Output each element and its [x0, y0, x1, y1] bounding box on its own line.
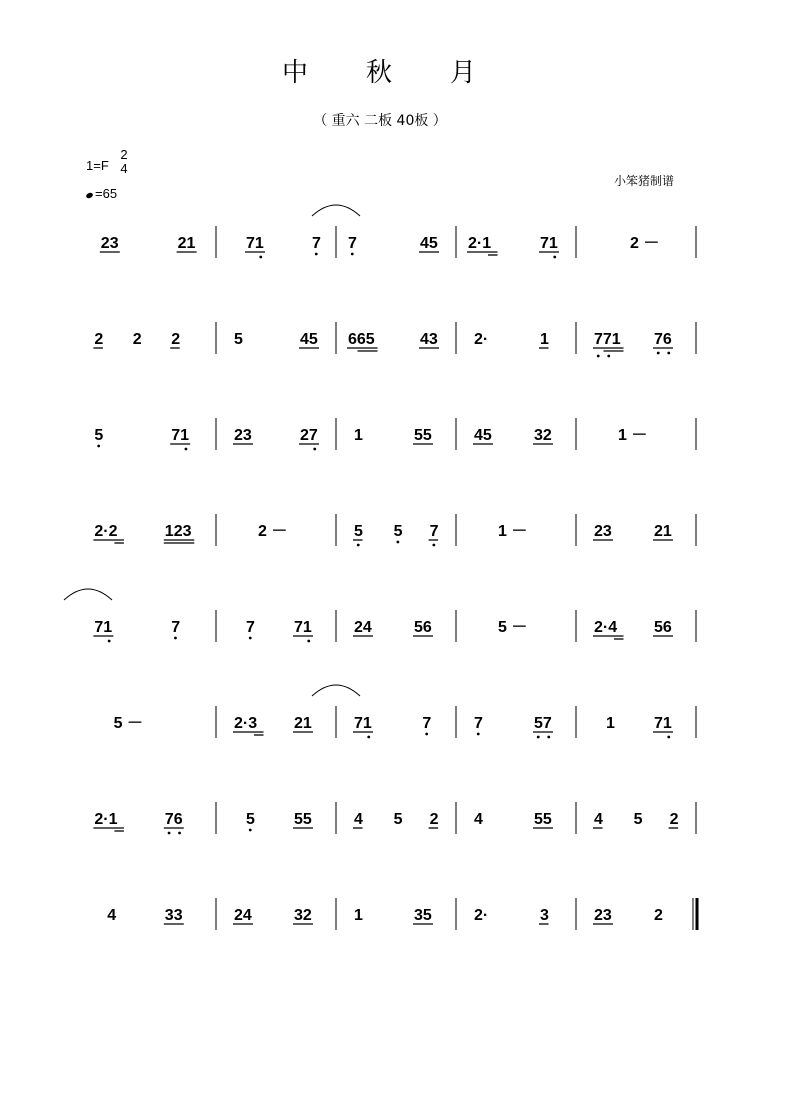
note-group: 1 － [618, 427, 648, 444]
note-group: 7 [422, 715, 432, 732]
tempo-value: =65 [95, 186, 118, 201]
low-octave-dot [667, 352, 670, 355]
note-group: 4 [594, 811, 603, 828]
note-group: 4 [107, 907, 117, 924]
note-group: 24 [354, 619, 372, 636]
low-octave-dot [315, 253, 318, 256]
low-octave-dot [97, 445, 100, 448]
note-group: 7 [348, 235, 357, 252]
low-octave-dot [351, 253, 354, 256]
note-group: 21 [294, 715, 312, 732]
note-group: 5 [234, 331, 243, 348]
note-group: 1 － [498, 523, 528, 540]
note-group: 3 [540, 907, 549, 924]
note-group: 5 [393, 811, 403, 828]
note-group: 71 [654, 715, 672, 732]
note-group: 2 － [258, 523, 288, 540]
note-group: 2· [474, 907, 489, 924]
song-title: 中 秋 月 [281, 58, 478, 88]
low-octave-dot [396, 541, 399, 544]
note-group: 71 [171, 427, 189, 444]
low-octave-dot [313, 448, 316, 451]
low-octave-dot [357, 544, 360, 547]
note-group: 7 [246, 619, 255, 636]
low-octave-dot [168, 832, 171, 835]
note-group: 32 [294, 907, 312, 924]
note-group: 1 [354, 907, 363, 924]
low-octave-dot [367, 736, 370, 739]
low-octave-dot [657, 352, 660, 355]
slur-arc [312, 685, 360, 696]
low-octave-dot [185, 448, 188, 451]
note-group: 57 [534, 715, 552, 732]
low-octave-dot [108, 640, 111, 643]
note-group: 5 [246, 811, 255, 828]
note-group: 21 [654, 523, 672, 540]
note-group: 2 [654, 907, 663, 924]
note-group: 55 [294, 811, 312, 828]
low-octave-dot [178, 832, 181, 835]
note-group: 45 [420, 235, 438, 252]
low-octave-dot [249, 829, 252, 832]
transcriber-credit: 小笨猪制谱 [614, 174, 675, 188]
note-group: 35 [414, 907, 432, 924]
note-group: 2·4 [594, 619, 618, 636]
note-group: 771 [594, 331, 621, 348]
low-octave-dot [537, 736, 540, 739]
note-group: 5 [94, 427, 104, 444]
note-group: 71 [294, 619, 312, 636]
song-subtitle: （ 重六 二板 40板 ） [313, 113, 447, 129]
note-group: 27 [300, 427, 318, 444]
note-group: 4 [474, 811, 483, 828]
low-octave-dot [607, 355, 610, 358]
note-group: 45 [300, 331, 318, 348]
note-group: 55 [414, 427, 432, 444]
low-octave-dot [249, 637, 252, 640]
note-group: 2·2 [94, 523, 118, 540]
note-group: 2 [669, 811, 679, 828]
note-group: 71 [94, 619, 113, 636]
note-group: 5 [354, 523, 363, 540]
low-octave-dot [425, 733, 428, 736]
note-group: 56 [654, 619, 672, 636]
note-group: 2·3 [234, 715, 258, 732]
low-octave-dot [307, 640, 310, 643]
note-group: 7 [171, 619, 181, 636]
note-group: 2 [132, 331, 142, 348]
note-group: 76 [164, 811, 183, 828]
note-group: 2 － [630, 235, 660, 252]
low-octave-dot [597, 355, 600, 358]
note-group: 7 [429, 523, 439, 540]
note-group: 2·1 [94, 811, 118, 828]
slur-arc [312, 205, 360, 216]
note-group: 2 [429, 811, 439, 828]
note-group: 45 [474, 427, 492, 444]
low-octave-dot [547, 736, 550, 739]
low-octave-dot [174, 637, 177, 640]
note-group: 2· [474, 331, 489, 348]
note-group: 1 [540, 331, 549, 348]
low-octave-dot [259, 256, 262, 259]
note-group: 5 － [113, 715, 143, 732]
note-group: 55 [534, 811, 552, 828]
note-group: 71 [540, 235, 558, 252]
slur-arc [64, 589, 112, 600]
note-group: 23 [594, 907, 612, 924]
note-group: 71 [354, 715, 372, 732]
note-group: 33 [164, 907, 183, 924]
note-group: 5 － [498, 619, 528, 636]
time-numerator: 2 [120, 147, 128, 162]
note-group: 7 [312, 235, 321, 252]
note-group: 1 [354, 427, 363, 444]
note-group: 5 [633, 811, 643, 828]
note-group: 1 [606, 715, 615, 732]
low-octave-dot [553, 256, 556, 259]
note-group: 43 [420, 331, 438, 348]
note-group: 2 [94, 331, 104, 348]
note-group: 71 [246, 235, 264, 252]
note-group: 76 [654, 331, 672, 348]
note-group: 665 [348, 331, 375, 348]
note-group: 123 [164, 523, 192, 540]
note-group: 24 [234, 907, 252, 924]
note-group: 2·1 [468, 235, 492, 252]
low-octave-dot [477, 733, 480, 736]
note-group: 23 [594, 523, 612, 540]
note-group: 21 [177, 235, 196, 252]
low-octave-dot [667, 736, 670, 739]
key-signature: 1=F [86, 158, 109, 173]
note-group: 23 [100, 235, 119, 252]
note-group: 56 [414, 619, 432, 636]
note-group: 2 [171, 331, 181, 348]
note-group: 7 [474, 715, 483, 732]
note-group: 23 [234, 427, 252, 444]
note-group: 32 [534, 427, 552, 444]
note-group: 4 [354, 811, 363, 828]
time-denominator: 4 [120, 161, 128, 176]
note-group: 5 [393, 523, 403, 540]
low-octave-dot [432, 544, 435, 547]
